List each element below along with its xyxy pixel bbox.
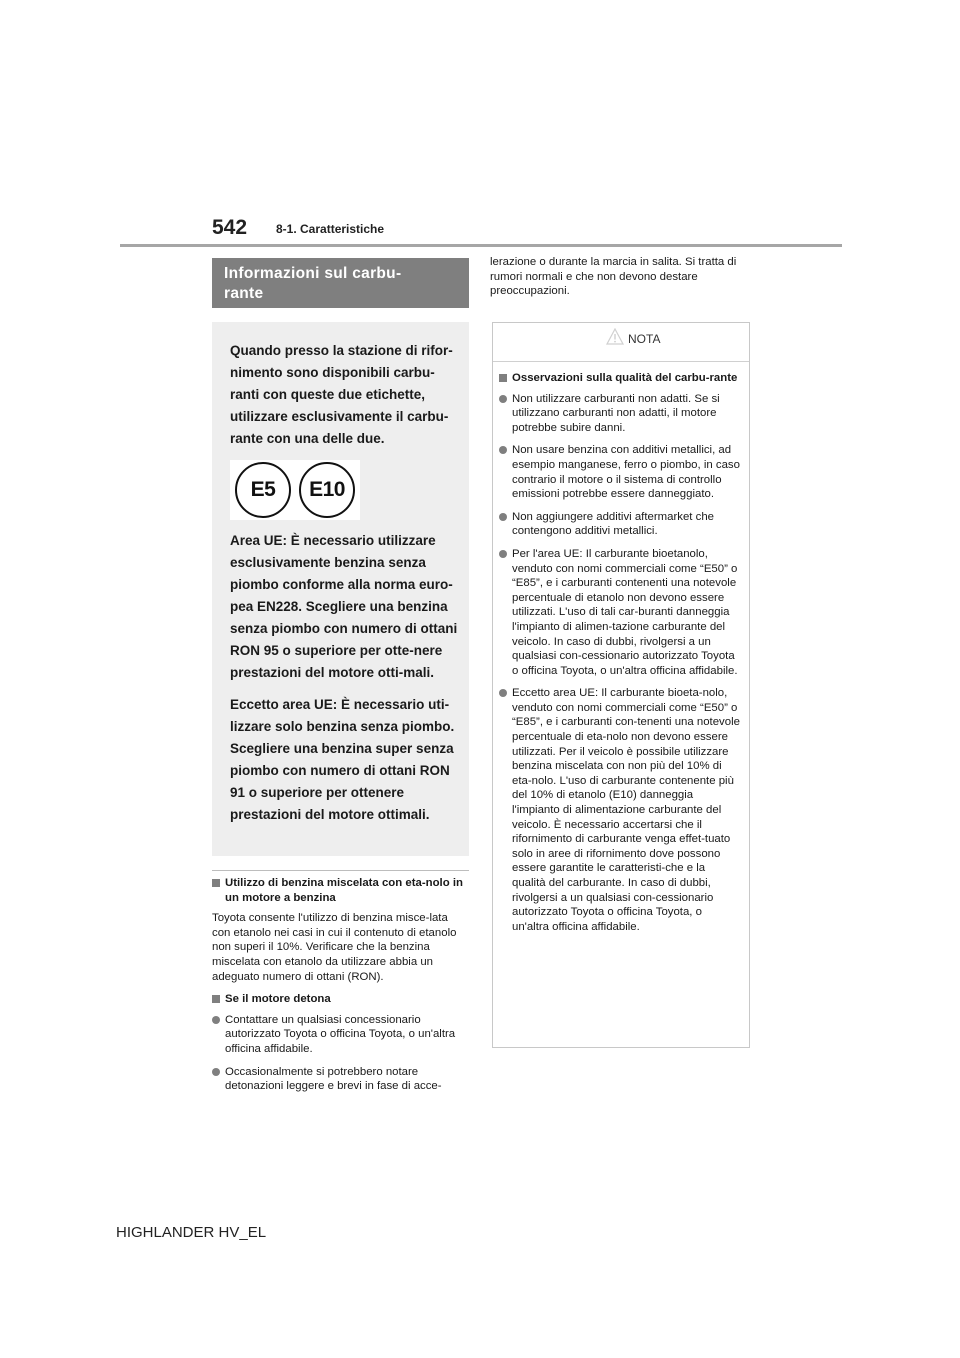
e5-label-icon: [233, 460, 293, 520]
section-label: 8-1. Caratteristiche: [276, 222, 385, 236]
list-item: [212, 1013, 469, 1057]
round-bullet-icon: [212, 1016, 220, 1024]
list-item: [499, 510, 741, 539]
list-item-text: Occasionalmente si potrebbero notare detonazioni leggere e brevi in fase di acce-: [225, 1065, 442, 1093]
eu-area-paragraph: Area UE: È necessario utilizzare esclusivamente benzina senza piombo conforme alla norma euro-pea EN228. Scegliere una benzina senza piombo con numero di ottani RON 95 o superiore per otte-nere prestazioni del motore otti-mali.: [230, 533, 458, 680]
section-title-line1: Informazioni sul carbu-: [224, 265, 402, 282]
nota-heading-text: Osservazioni sulla qualità del carbu-rante: [512, 372, 738, 384]
page-number: 542: [212, 216, 248, 239]
nota-header: [493, 323, 749, 361]
list-item-text: Non utilizzare carburanti non adatti. Se si utilizzano carburanti non adatti, il motore potrebbe subire danni.: [512, 392, 720, 434]
warning-triangle-icon: [606, 328, 624, 345]
nota-body: [493, 362, 749, 934]
list-item: [499, 686, 741, 934]
left-divider: [212, 870, 469, 871]
right-continuation: [490, 255, 752, 307]
round-bullet-icon: [499, 446, 507, 454]
knocking-heading-text: Se il motore detona: [225, 993, 331, 1006]
round-bullet-icon: [212, 1068, 220, 1076]
e10-label-text: E10: [299, 462, 355, 518]
non-eu-area-paragraph: Eccetto area UE: È necessario uti-lizzare solo benzina senza piombo. Scegliere una benzina super senza piombo con numero di ottani RON 91 o superiore per ottenere prestazioni del motore ottimali.: [230, 697, 455, 822]
ethanol-text: Toyota consente l'utilizzo di benzina misce-lata con etanolo nei casi in cui il contenuto di etanolo non superi il 10%. Verificare che la benzina miscelata con etanolo da utilizzare abbia un adeguato numero di ottani (RON).: [212, 912, 457, 983]
square-bullet-icon: [499, 374, 507, 382]
nota-title: NOTA: [628, 332, 661, 346]
list-item: [499, 443, 741, 501]
e5-label-text: E5: [235, 462, 291, 518]
list-item: [212, 1065, 469, 1094]
ethanol-heading: [212, 876, 469, 905]
list-item: [499, 392, 741, 436]
square-bullet-icon: [212, 879, 220, 887]
e10-label-icon: [297, 460, 357, 520]
nota-heading: [499, 371, 741, 386]
list-item-text: Non aggiungere additivi aftermarket che contengono additivi metallici.: [512, 510, 714, 538]
round-bullet-icon: [499, 550, 507, 558]
nota-box: [492, 322, 750, 1048]
round-bullet-icon: [499, 395, 507, 403]
list-item-text: Per l'area UE: Il carburante bioetanolo, venduto con nomi commerciali come “E50” o “E85”, e i carburanti contenenti una notevole percentuale di etanolo non devono essere utilizzati. L'uso di tali car-buranti danneggia l'impianto di alimen-tazione carburante del veicolo. In caso di dubbi, rivolgersi a un qualsiasi con-cessionario autorizzato Toyota o officina Toyota, o un'altra officina affidabile.: [512, 547, 738, 677]
list-item-text: Contattare un qualsiasi concessionario autorizzato Toyota o officina Toyota, o un'altra officina affidabile.: [225, 1013, 456, 1055]
left-column: [212, 876, 469, 1102]
ethanol-heading-text: Utilizzo di benzina miscelata con eta-nolo in un motore a benzina: [225, 877, 463, 904]
round-bullet-icon: [499, 689, 507, 697]
fuel-info-box: [212, 322, 469, 856]
section-title-line2: rante: [224, 285, 264, 302]
footer-model-name: HIGHLANDER HV_EL: [116, 1224, 267, 1241]
list-item-text: Eccetto area UE: Il carburante bioeta-nolo, venduto con nomi commerciali come “E50” o “E85”, e i carburanti con-tenenti una notevole percentuale di eta-nolo non devono essere utilizzati. Per il veicolo è possibile utilizzare benzina miscelata con non più del 10% di eta-nolo. L'uso di carburante contenente più del 10% di etanolo (E10) danneggia l'impianto di alimentazione carburante del veicolo. È necessario accertarsi che il rifornimento di carburante venga effet-tuato solo in aree di rifornimento dove possono essere garantite le caratteristi-che e la qualità del carburante. In caso di dubbi, rivolgersi a un qualsiasi con-cessionario autorizzato Toyota o officina Toyota, o un'altra officina affidabile.: [512, 687, 740, 933]
fuel-labels-frame: [230, 460, 360, 520]
intro-paragraph: Quando presso la stazione di rifor-nimento sono disponibili carbu-ranti con queste due etichette, utilizzare esclusivamente il carbu-rante con una delle due.: [230, 343, 453, 446]
section-title-bar: [212, 258, 469, 308]
list-item-text: Non usare benzina con additivi metallici, ad esempio manganese, ferro o piombo, in caso contrario il motore o il sistema di controllo emissioni potrebbe essere danneggiato.: [512, 444, 740, 501]
list-item: [499, 547, 741, 678]
square-bullet-icon: [212, 995, 220, 1003]
continuation-text: lerazione o durante la marcia in salita. Si tratta di rumori normali e che non devono destare preoccupazioni.: [490, 256, 737, 298]
round-bullet-icon: [499, 513, 507, 521]
knocking-heading: [212, 992, 469, 1007]
fuel-labels-row: [230, 460, 459, 520]
header-rule: [120, 244, 842, 247]
